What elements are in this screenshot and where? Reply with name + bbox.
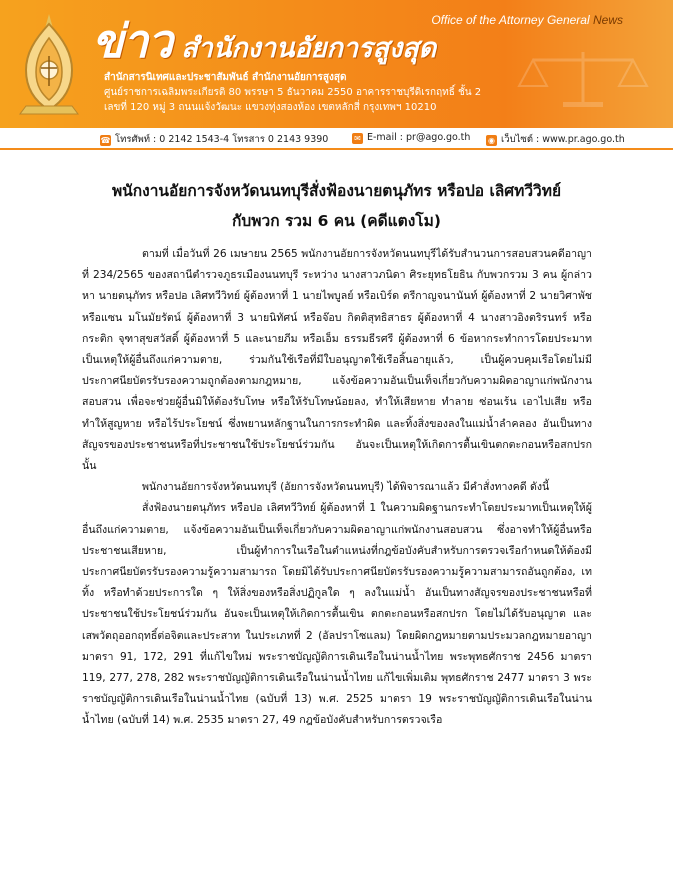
header-address-block xyxy=(104,70,481,115)
header-title xyxy=(92,16,436,69)
news-header-banner xyxy=(0,0,673,128)
article-title-line-1: พนักงานอัยการจังหวัดนนทบุรีสั่งฟ้องนายตนุภัทร หรือปอ เลิศทวีวิทย์ xyxy=(111,182,562,200)
contact-email-text: E-mail : pr@ago.go.th xyxy=(367,132,471,143)
article-paragraph-2: พนักงานอัยการจังหวัดนนทบุรี (อัยการจังหวัดนนทบุรี) ได้พิจารณาแล้ว มีคำสั่งทางคดี ดังนี้ xyxy=(142,481,550,494)
header-org-name: สำนักงานอัยการสูงสุด xyxy=(181,33,437,64)
office-name-en: Office of the Attorney General xyxy=(431,13,590,27)
contact-phone xyxy=(100,132,328,147)
globe-icon: ◉ xyxy=(486,135,497,146)
contact-phone-text: โทรศัพท์ : 0 2142 1543-4 โทรสาร 0 2143 9390 xyxy=(115,134,329,145)
contact-website xyxy=(486,132,625,147)
contact-bar xyxy=(0,128,673,150)
article-title-line-2: กับพวก รวม 6 คน (คดีแตงโม) xyxy=(232,212,441,230)
email-icon: ✉ xyxy=(352,133,363,144)
article-paragraph-3: สั่งฟ้องนายตนุภัทร หรือปอ เลิศทวีวิทย์ ผู้ต้องหาที่ 1 ในความผิดฐานกระทำโดยประมาทเป็นเหตุให้ผู้อื่นถึงแก่ความตาย, แจ้งข้อความอันเป็นเท็จเกี่ยวกับความผิดอาญาแก่พนักงานสอบสวน ซึ่งอาจทำให้ผู้อื่นหรือประชาชนเสียหาย, เป็นผู้ทำการในเรือในตำแหน่งที่กฎข้อบังคับสำหรับการตรวจเรือกำหนดให้ต้องมีประกาศนียบัตรรับรองความรู้ความสามารถ โดยมิได้รับประกาศนียบัตรรับรองความรู้ความสามารถอันถูกต้อง, เท ทิ้ง หรือทำด้วยประการใด ๆ ให้สิ่งของหรือสิ่งปฏิกูลใด ๆ ลงในแม่น้ำ อันเป็นทางสัญจรของประชาชนหรือที่ประชาชนใช้ประโยชน์ร่วมกัน อันจะเป็นเหตุให้เกิดการตื้นเขิน ตกตะกอนหรือสกปรก โดยไม่ได้รับอนุญาต และเสพวัตถุออกฤทธิ์ต่อจิตและประสาท ในประเภทที่ 2 (อัลปราโซแลม) โดยผิดกฎหมายตามประมวลกฎหมายอาญา มาตรา 91, 172, 291 ที่แก้ไขใหม่ พระราชบัญญัติการเดินเรือในน่านน้ำไทย พระพุทธศักราช 2456 มาตรา 119, 277, 278, 282 พระราชบัญญัติการเดินเรือในน่านน้ำไทย แก้ไขเพิ่มเติม พุทธศักราช 2477 มาตรา 3 พระราชบัญญัติการเดินเรือในน่านน้ำไทย (ฉบับที่ 13) พ.ศ. 2525 มาตรา 19 พระราชบัญญัติการเดินเรือในน่านน้ำไทย (ฉบับที่ 14) พ.ศ. 2535 มาตรา 27, 49 กฎข้อบังคับสำหรับการตรวจเรือ xyxy=(82,502,592,727)
header-address-line-2: เลขที่ 120 หมู่ 3 ถนนแจ้งวัฒนะ แขวงทุ่งสองห้อง เขตหลักสี่ กรุงเทพฯ 10210 xyxy=(104,102,437,113)
header-news-word: ข่าว xyxy=(92,14,173,68)
phone-icon: ☎ xyxy=(100,136,111,145)
header-english-title xyxy=(431,13,623,27)
contact-email xyxy=(352,132,470,144)
article-paragraph-1: ตามที่ เมื่อวันที่ 26 เมษายน 2565 พนักงานอัยการจังหวัดนนทบุรีได้รับสำนวนการสอบสวนคดีอาญาที่ 234/2565 ของสถานีตำรวจภูธรเมืองนนทบุรี ระหว่าง นางสาวภนิดา ศิระยุทธโยธิน กับพวกรวม 3 คน ผู้กล่าวหา นายตนุภัทร หรือปอ เลิศทวีวิทย์ ผู้ต้องหาที่ 1 นายไพบูลย์ หรือเบิร์ด ตรีกาญจนานันท์ ผู้ต้องหาที่ 2 นายวิศาพัช หรือแซน มโนมัยรัตน์ ผู้ต้องหาที่ 3 นายนิทัศน์ หรือจ๊อบ กิตติสุทธิสาธร ผู้ต้องหาที่ 4 นางสาวอิงตริรนทร์ หรือกระติก จุฑาสุขสวัสดิ์ ผู้ต้องหาที่ 5 และนายภีม หรือเอ็ม ธรรมธีรศรี ผู้ต้องหาที่ 6 ข้อหากระทำการโดยประมาทเป็นเหตุให้ผู้อื่นถึงแก่ความตาย, ร่วมกันใช้เรือที่มีใบอนุญาตใช้เรือสิ้นอายุแล้ว, เป็นผู้ควบคุมเรือโดยไม่มีประกาศนียบัตรรับรองความถูกต้องตามกฎหมาย, แจ้งข้อความอันเป็นเท็จเกี่ยวกับความผิดอาญาแก่พนักงานสอบสวน เพื่อจะช่วยผู้อื่นมิให้ต้องรับโทษ หรือให้รับโทษน้อยลง, ทำให้เสียหาย ทำลาย ซ่อนเร้น เอาไปเสีย หรือทำให้สูญหาย หรือไร้ประโยชน์ ซึ่งพยานหลักฐานในการกระทำผิด และทิ้งสิ่งของลงในแม่น้ำลำคลอง อันเป็นทางสัญจรของประชาชนหรือที่ประชาชนใช้ประโยชน์ร่วมกัน อันจะเป็นเหตุให้เกิดการตื้นเขินตกตะกอนหรือสกปรก นั้น xyxy=(82,248,592,473)
attorney-general-emblem-icon xyxy=(10,10,88,120)
scales-of-justice-icon xyxy=(513,48,653,108)
contact-website-text: เว็บไซต์ : www.pr.ago.go.th xyxy=(501,134,625,145)
article-body xyxy=(82,244,592,732)
header-address-line-1: ศูนย์ราชการเฉลิมพระเกียรติ 80 พรรษา 5 ธันวาคม 2550 อาคารราชบุรีดิเรกฤทธิ์ ชั้น 2 xyxy=(104,87,482,98)
header-department: สำนักสารนิเทศและประชาสัมพันธ์ สำนักงานอัยการสูงสุด xyxy=(104,72,347,83)
news-label-en: News xyxy=(592,13,623,27)
